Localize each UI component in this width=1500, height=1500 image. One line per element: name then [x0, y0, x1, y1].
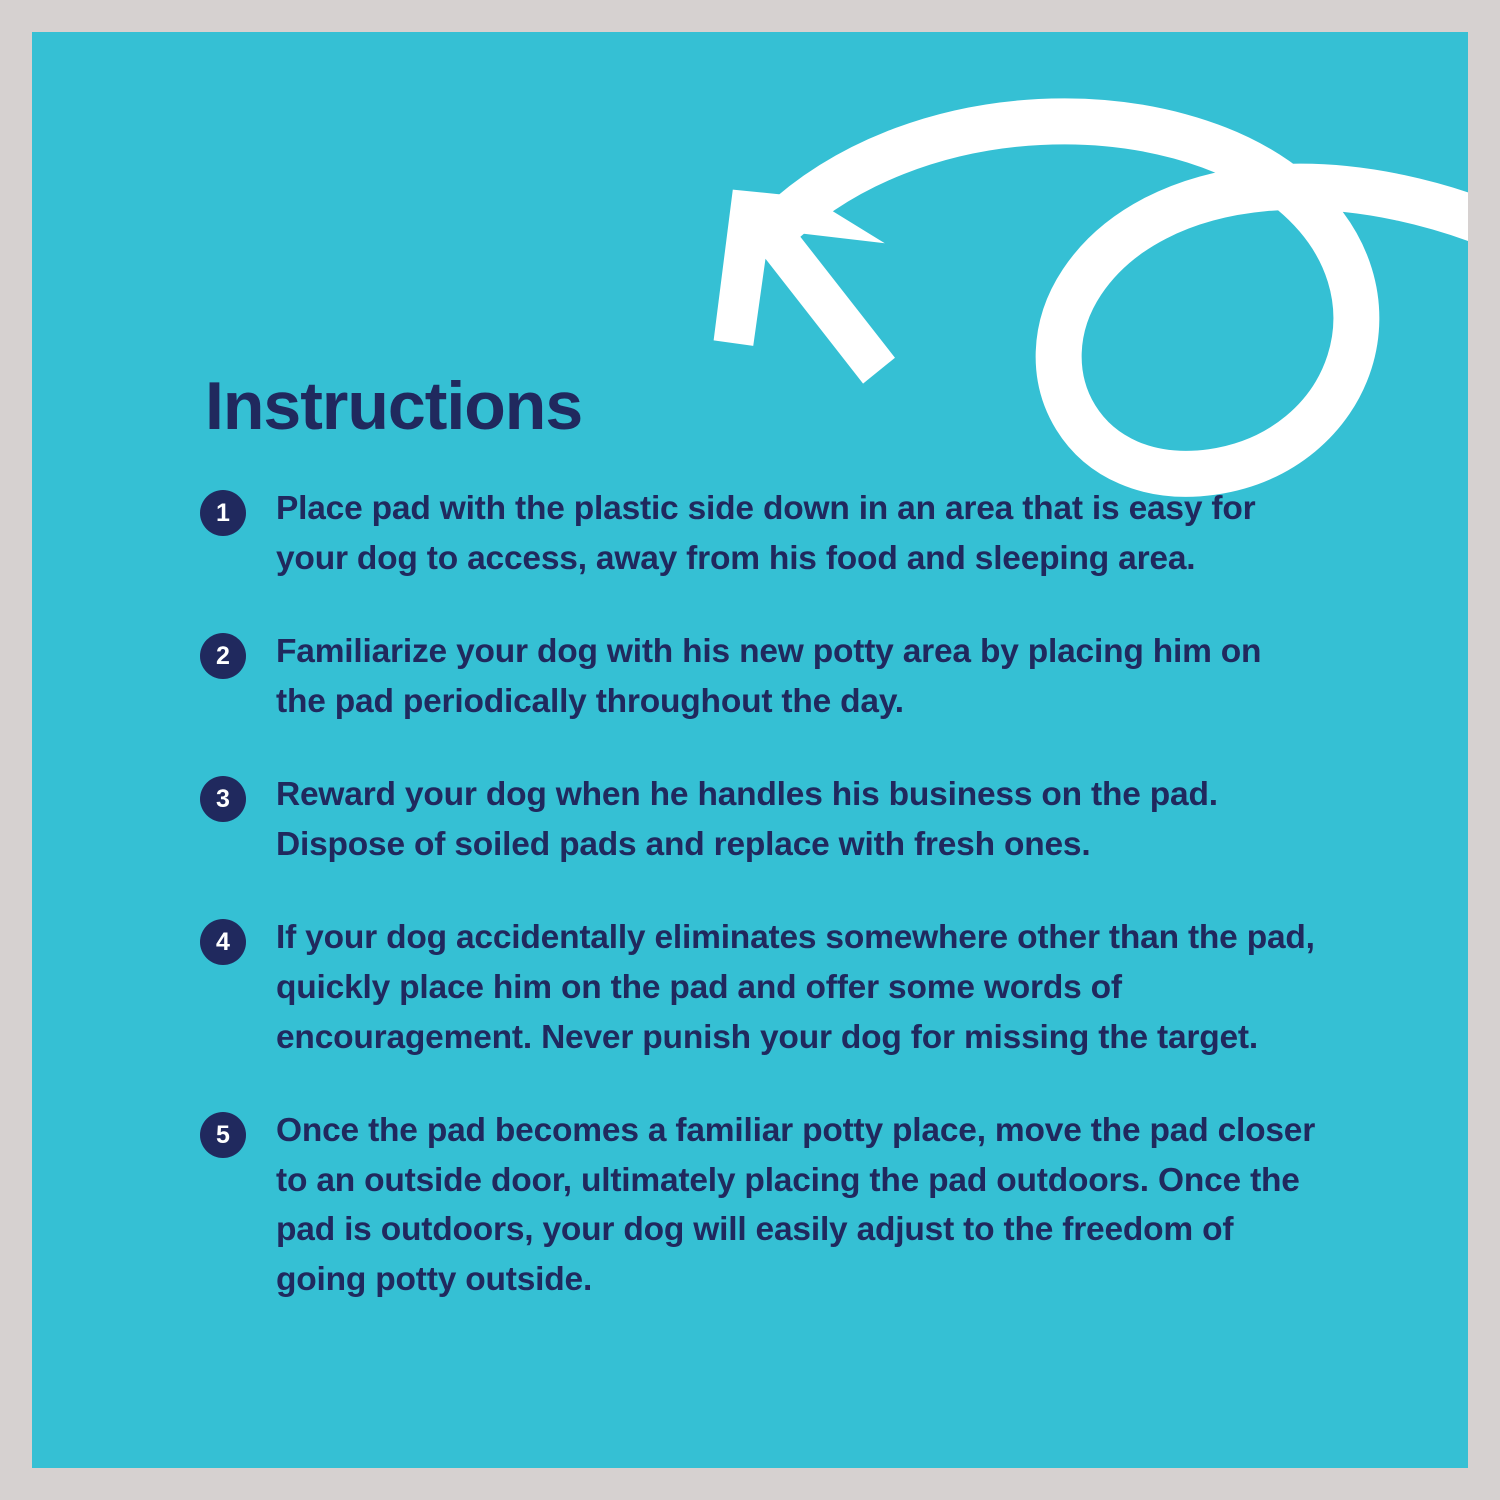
list-item — [200, 770, 1320, 869]
curved-arrow-loop-icon — [652, 52, 1468, 522]
step-text: Reward your dog when he handles his business on the pad. Dispose of soiled pads and replace with fresh ones. — [276, 776, 1218, 863]
step-text: Place pad with the plastic side down in an area that is easy for your dog to access, away from his food and sleeping area. — [276, 490, 1256, 577]
step-number-badge: 3 — [200, 776, 246, 822]
list-item — [200, 484, 1320, 583]
step-text: If your dog accidentally eliminates somewhere other than the pad, quickly place him on the pad and offer some words of encouragement. Never punish your dog for missing the target. — [276, 919, 1315, 1056]
list-item — [200, 1106, 1320, 1304]
list-item — [200, 627, 1320, 726]
page-title: Instructions — [205, 368, 583, 444]
step-text: Familiarize your dog with his new potty area by placing him on the pad periodically throughout the day. — [276, 633, 1262, 720]
step-text: Once the pad becomes a familiar potty place, move the pad closer to an outside door, ultimately placing the pad outdoors. Once the pad is outdoors, your dog will easily adjust to the freedom of going potty outside. — [276, 1112, 1316, 1298]
instruction-card — [32, 32, 1468, 1468]
list-item — [200, 913, 1320, 1062]
step-number-badge: 2 — [200, 633, 246, 679]
step-number-badge: 1 — [200, 490, 246, 536]
step-number-badge: 4 — [200, 919, 246, 965]
step-number-badge: 5 — [200, 1112, 246, 1158]
instruction-steps-list — [200, 484, 1320, 1349]
